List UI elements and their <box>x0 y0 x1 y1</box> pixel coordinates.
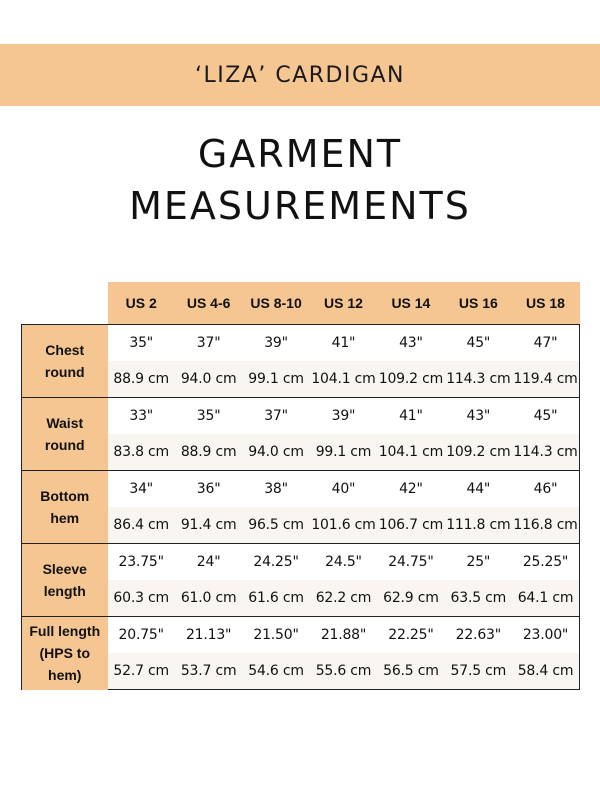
measurement-cell: 101.6 cm <box>310 507 377 544</box>
measurement-cell: 24.25" <box>242 544 309 581</box>
row-label-line: hem) <box>48 667 82 684</box>
measurement-cell: 114.3 cm <box>512 434 579 471</box>
measurement-cell: 22.63" <box>445 617 512 654</box>
measurement-cell: 109.2 cm <box>445 434 512 471</box>
measurement-cell: 24.75" <box>377 544 444 581</box>
size-header: US 14 <box>377 282 444 325</box>
measurement-cell: 109.2 cm <box>377 361 444 398</box>
measurement-cell: 35" <box>108 325 175 362</box>
measurement-cell: 104.1 cm <box>310 361 377 398</box>
measurement-cell: 62.2 cm <box>310 580 377 617</box>
measurement-cell: 24.5" <box>310 544 377 581</box>
measurement-cell: 36" <box>175 471 242 508</box>
measurement-cell: 111.8 cm <box>445 507 512 544</box>
measurement-cell: 25.25" <box>512 544 579 581</box>
measurement-cell: 45" <box>445 325 512 362</box>
measurement-cell: 47" <box>512 325 579 362</box>
measurement-cell: 55.6 cm <box>310 653 377 690</box>
measurement-cell: 43" <box>445 398 512 435</box>
measurement-cell: 34" <box>108 471 175 508</box>
measurement-cell: 41" <box>377 398 444 435</box>
measurement-cell: 21.50" <box>242 617 309 654</box>
size-header: US 2 <box>108 282 175 325</box>
measurement-cell: 23.75" <box>108 544 175 581</box>
measurement-cell: 38" <box>242 471 309 508</box>
row-label-line: Full length <box>29 623 101 640</box>
measurement-cell: 116.8 cm <box>512 507 579 544</box>
measurement-cell: 61.0 cm <box>175 580 242 617</box>
measurement-cell: 44" <box>445 471 512 508</box>
header-corner <box>22 282 108 325</box>
measurement-cell: 24" <box>175 544 242 581</box>
measurement-cell: 88.9 cm <box>175 434 242 471</box>
measurement-cell: 39" <box>310 398 377 435</box>
row-label-bottom-hem <box>22 471 108 544</box>
row-label-line: round <box>44 437 85 453</box>
measurement-cell: 52.7 cm <box>108 653 175 690</box>
measurement-cell: 21.88" <box>310 617 377 654</box>
row-label-line: Chest <box>45 342 85 358</box>
measurement-cell: 61.6 cm <box>242 580 309 617</box>
measurement-cell: 21.13" <box>175 617 242 654</box>
measurement-cell: 35" <box>175 398 242 435</box>
measurement-cell: 23.00" <box>512 617 579 654</box>
measurement-cell: 86.4 cm <box>108 507 175 544</box>
sleeve-imperial-row <box>22 544 580 581</box>
measurement-cell: 54.6 cm <box>242 653 309 690</box>
row-label-line: Waist <box>46 415 84 431</box>
measurement-cell: 37" <box>175 325 242 362</box>
page-title-line-1: GARMENT <box>197 132 403 176</box>
measurement-cell: 114.3 cm <box>445 361 512 398</box>
measurement-cell: 60.3 cm <box>108 580 175 617</box>
measurement-cell: 20.75" <box>108 617 175 654</box>
measurement-cell: 40" <box>310 471 377 508</box>
measurement-cell: 53.7 cm <box>175 653 242 690</box>
row-label-line: length <box>43 583 86 599</box>
chest-imperial-row <box>22 325 580 362</box>
measurement-cell: 91.4 cm <box>175 507 242 544</box>
measurement-cell: 99.1 cm <box>310 434 377 471</box>
measurement-cell: 119.4 cm <box>512 361 579 398</box>
row-label-line: (HPS to <box>39 645 91 662</box>
row-label-line: round <box>44 364 85 380</box>
measurement-cell: 88.9 cm <box>108 361 175 398</box>
measurement-cell: 58.4 cm <box>512 653 579 690</box>
measurement-cell: 99.1 cm <box>242 361 309 398</box>
page-title-line-2: MEASUREMENTS <box>129 184 471 228</box>
measurement-cell: 37" <box>242 398 309 435</box>
size-header: US 18 <box>512 282 579 325</box>
size-header: US 16 <box>445 282 512 325</box>
measurement-cell: 25" <box>445 544 512 581</box>
row-label-chest <box>22 325 108 398</box>
measurement-cell: 46" <box>512 471 579 508</box>
full-length-imperial-row <box>22 617 580 654</box>
size-header: US 4-6 <box>175 282 242 325</box>
size-header: US 12 <box>310 282 377 325</box>
measurement-cell: 64.1 cm <box>512 580 579 617</box>
measurement-cell: 56.5 cm <box>377 653 444 690</box>
row-label-line: Bottom <box>40 488 90 504</box>
page-title <box>0 128 600 232</box>
size-header: US 8-10 <box>242 282 309 325</box>
measurement-cell: 42" <box>377 471 444 508</box>
measurement-cell: 106.7 cm <box>377 507 444 544</box>
bottom-hem-imperial-row <box>22 471 580 508</box>
measurement-cell: 94.0 cm <box>175 361 242 398</box>
title-banner <box>0 44 600 106</box>
measurement-cell: 94.0 cm <box>242 434 309 471</box>
measurement-cell: 39" <box>242 325 309 362</box>
measurements-table <box>21 282 580 690</box>
measurement-cell: 83.8 cm <box>108 434 175 471</box>
row-label-line: Sleeve <box>42 561 87 577</box>
measurement-cell: 57.5 cm <box>445 653 512 690</box>
measurement-cell: 43" <box>377 325 444 362</box>
row-label-line: hem <box>50 510 80 526</box>
size-header-row <box>22 282 580 325</box>
measurement-cell: 104.1 cm <box>377 434 444 471</box>
row-label-sleeve <box>22 544 108 617</box>
measurement-cell: 33" <box>108 398 175 435</box>
measurement-cell: 62.9 cm <box>377 580 444 617</box>
row-label-waist <box>22 398 108 471</box>
measurement-cell: 63.5 cm <box>445 580 512 617</box>
measurement-cell: 45" <box>512 398 579 435</box>
waist-imperial-row <box>22 398 580 435</box>
measurement-cell: 41" <box>310 325 377 362</box>
row-label-full-length <box>22 617 108 690</box>
measurement-cell: 96.5 cm <box>242 507 309 544</box>
measurement-cell: 22.25" <box>377 617 444 654</box>
product-name: ‘LIZA’ CARDIGAN <box>194 62 406 88</box>
